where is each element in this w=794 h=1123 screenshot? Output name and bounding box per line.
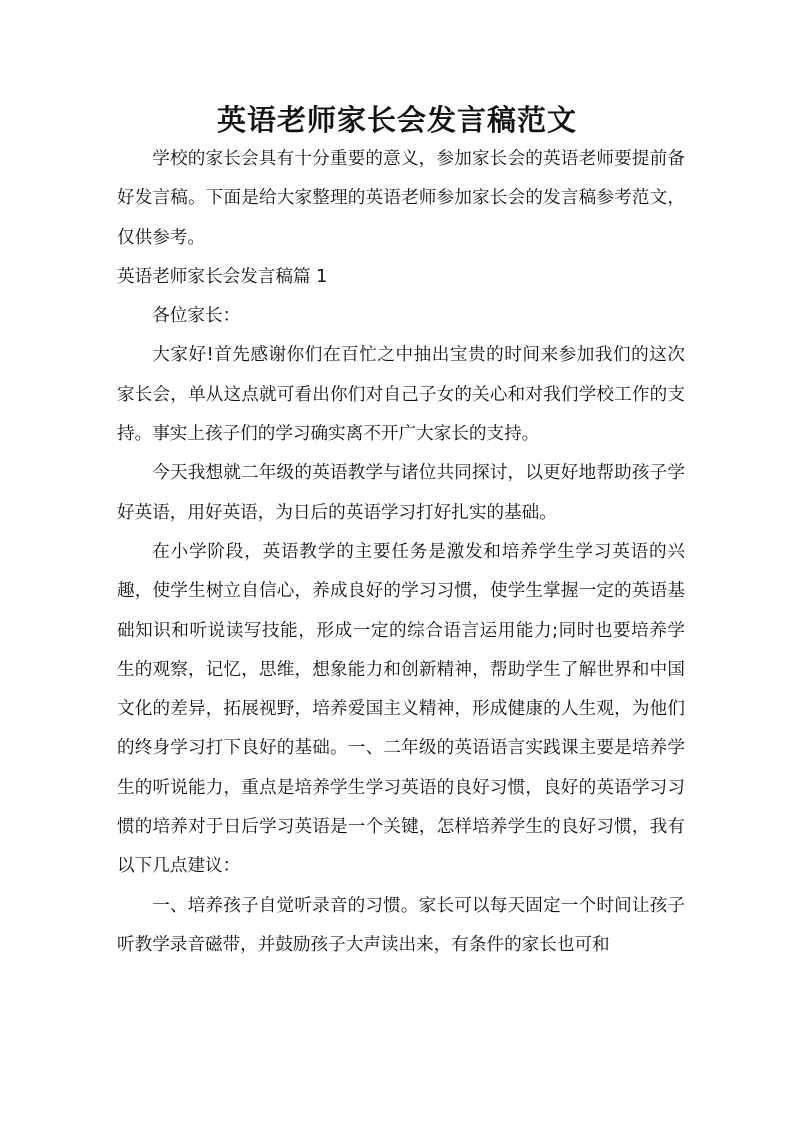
intro-paragraph: 学校的家长会具有十分重要的意义，参加家长会的英语老师要提前备好发言稿。下面是给大家整理的英语老师参加家长会的发言稿参考范文，仅供参考。 [117, 149, 685, 248]
document-title: 英语老师家长会发言稿范文 [216, 103, 577, 137]
body-paragraph: 今天我想就二年级的英语教学与诸位共同探讨，以更好地帮助孩子学好英语，用好英语，为日后的英语学习打好扎实的基础。 [117, 463, 685, 523]
body-paragraph: 一、培养孩子自觉听录音的习惯。家长可以每天固定一个时间让孩子听教学录音磁带，并鼓励孩子大声读出来，有条件的家长也可和 [117, 895, 685, 955]
greeting: 各位家长： [152, 306, 241, 327]
body-paragraph: 大家好!首先感谢你们在百忙之中抽出宝贵的时间来参加我们的这次家长会，单从这点就可看出你们对自己子女的关心和对我们学校工作的支持。事实上孩子们的学习确实离不开广大家长的支持。 [117, 345, 685, 445]
document-body [117, 140, 685, 965]
section-heading: 英语老师家长会发言稿篇 1 [117, 266, 328, 287]
body-paragraph: 在小学阶段，英语教学的主要任务是激发和培养学生学习英语的兴趣，使学生树立自信心，养成良好的学习习惯，使学生掌握一定的英语基础知识和听说读写技能，形成一定的综合语言运用能力;同时也要培养学生的观察，记忆，思维，想象能力和创新精神，帮助学生了解世界和中国文化的差异，拓展视野，培养爱国主义精神，形成健康的人生观，为他们的终身学习打下良好的基础。一、二年级的英语语言实践课主要是培养学生的听说能力，重点是培养学生学习英语的良好习惯，良好的英语学习习惯的培养对于日后学习英语是一个关键，怎样培养学生的良好习惯，我有以下几点建议： [117, 541, 685, 877]
